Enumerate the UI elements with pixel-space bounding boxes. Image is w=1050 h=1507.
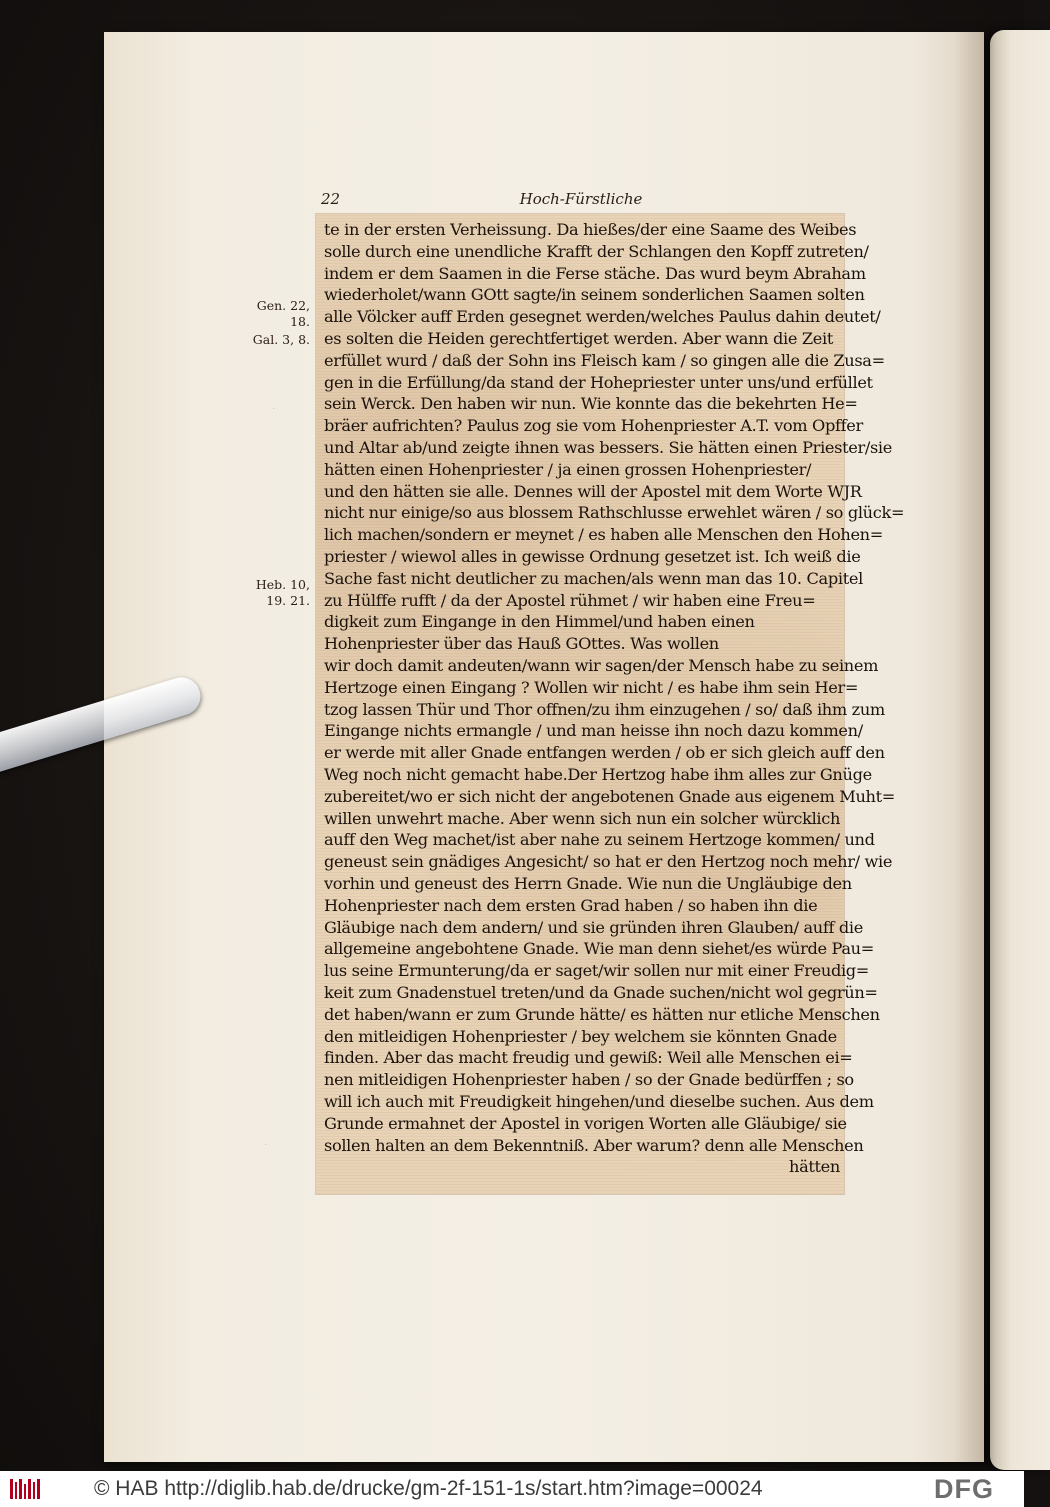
text-line: erfüllet wurd / daß der Sohn ins Fleisch kam / so gingen alle die Zusa=	[324, 350, 885, 370]
printed-text-block	[316, 214, 905, 1194]
text-line: und den hätten sie alle. Dennes will der Apostel mit dem Worte WJR	[324, 481, 862, 501]
facing-page-edge	[990, 30, 1050, 1470]
text-line: nicht nur einige/so aus blossem Rathschlusse erwehlet wären / so glück=	[324, 503, 905, 523]
margin-note-line: Gen. 22,	[256, 298, 310, 313]
text-line: bräer aufrichten? Paulus zog sie vom Hohenpriester A.T. vom Opffer	[324, 416, 863, 436]
running-head-title: Hoch-Fürstliche	[519, 190, 643, 208]
text-line: lus seine Ermunterung/da er saget/wir sollen nur mit einer Freudig=	[324, 961, 870, 981]
text-line: will ich auch mit Freudigkeit hingehen/und dieselbe suchen. Aus dem	[324, 1092, 874, 1111]
margin-note-gal	[240, 332, 310, 348]
hab-logo-icon[interactable]	[8, 1477, 44, 1501]
text-line: Grunde ermahnet der Apostel in vorigen Worten alle Gläubige/ sie	[324, 1113, 847, 1133]
show-through-mark: ·	[272, 402, 276, 415]
text-line: Weg noch nicht gemacht habe.Der Hertzog habe ihm alles zur Gnüge	[324, 765, 872, 784]
text-line: te in der ersten Verheissung. Da hießes/der eine Saame des Weibes	[324, 220, 857, 239]
text-line: Sache fast nicht deutlicher zu machen/als wenn man das 10. Capitel	[324, 568, 863, 588]
text-line: geneust sein gnädiges Angesicht/ so hat er den Hertzog noch mehr/ wie	[324, 852, 893, 872]
text-line: Hohenpriester nach dem ersten Grad haben / so haben ihn die	[324, 895, 818, 915]
margin-note-line: 18.	[290, 314, 310, 329]
text-line: Eingange nichts ermangle / und man heisse ihn noch dazu kommen/	[324, 721, 863, 741]
text-line: sein Werck. Den haben wir nun. Wie konnte das die bekehrten He=	[324, 394, 858, 414]
text-line: hätten einen Hohenpriester / ja einen grossen Hohenpriester/	[324, 459, 812, 479]
text-line: keit zum Gnadenstuel treten/und da Gnade suchen/nicht wol gegrün=	[324, 983, 878, 1002]
text-line: indem er dem Saamen in die Ferse stäche. Das wurd beym Abraham	[324, 263, 866, 283]
text-line: er werde mit aller Gnade entfangen werden / ob er sich gleich auff den	[324, 743, 885, 763]
text-line: wir doch damit andeuten/wann wir sagen/der Mensch habe zu seinem	[324, 656, 879, 675]
text-line: Gläubige nach dem andern/ und sie gründen ihren Glauben/ auff die	[324, 917, 863, 937]
text-line: willen unwehrt mache. Aber wenn sich nun ein solcher würcklich	[324, 808, 841, 828]
text-line: Hohenpriester über das Hauß GOttes. Was wollen	[324, 634, 719, 654]
show-through-mark: ·	[264, 1138, 268, 1151]
footer-bar	[0, 1471, 1024, 1507]
margin-note-line: 19. 21.	[266, 593, 310, 608]
text-line: tzog lassen Thür und Thor offnen/zu ihm einzugehen / so/ daß ihm zum	[324, 699, 885, 719]
text-line: det haben/wann er zum Grunde hätte/ es hätten nur etliche Menschen	[324, 1004, 880, 1024]
text-line: und Altar ab/und zeigte ihnen was bessers. Sie hätten einen Priester/sie	[324, 438, 892, 457]
text-line: sollen halten an dem Bekenntniß. Aber warum? denn alle Menschen	[324, 1135, 864, 1155]
text-line: priester / wiewol alles in gewisse Ordnung gesetzet ist. Ich weiß die	[324, 547, 861, 566]
text-line: zu Hülffe rufft / da der Apostel rühmet / wir haben eine Freu=	[324, 590, 816, 610]
text-line: den mitleidigen Hohenpriester / bey welchem sie könnten Gnade	[324, 1026, 837, 1046]
text-line: allgemeine angebohtene Gnade. Wie man denn siehet/es würde Pau=	[324, 939, 874, 959]
text-line: zubereitet/wo er sich nicht der angebotenen Gnade aus eigenem Muht=	[324, 786, 895, 806]
book-page	[104, 32, 984, 1462]
text-line: digkeit zum Eingange in den Himmel/und haben einen	[324, 612, 755, 632]
copyright-link[interactable]: © HAB http://diglib.hab.de/drucke/gm-2f-151-1s/start.htm?image=00024	[94, 1477, 763, 1500]
text-line: finden. Aber das macht freudig und gewiß: Weil alle Menschen ei=	[324, 1048, 853, 1068]
text-line: es solten die Heiden gerechtfertiget werden. Aber wann die Zeit	[324, 329, 833, 348]
margin-note-heb	[240, 577, 310, 609]
text-line: Hertzoge einen Eingang ? Wollen wir nicht / es habe ihm sein Her=	[324, 677, 859, 697]
text-line: auff den Weg machet/ist aber nahe zu seinem Hertzoge kommen/ und	[324, 830, 875, 850]
margin-note-gen	[240, 298, 310, 330]
catchword: hätten	[789, 1157, 840, 1177]
dfg-logo: DFG	[934, 1474, 994, 1504]
margin-note-line: Gal. 3, 8.	[252, 332, 310, 347]
running-head	[321, 190, 841, 212]
text-line: nen mitleidigen Hohenpriester haben / so der Gnade bedürffen ; so	[324, 1070, 854, 1090]
text-line: wiederholet/wann GOtt sagte/in seinem sonderlichen Saamen solten	[324, 285, 865, 305]
text-line: gen in die Erfüllung/da stand der Hohepriester unter uns/und erfüllet	[324, 372, 873, 392]
text-line: solle durch eine unendliche Krafft der Schlangen den Kopff zutreten/	[324, 241, 869, 261]
page-gutter-shadow	[954, 32, 984, 1462]
text-line: vorhin und geneust des Herrn Gnade. Wie nun die Ungläubige den	[324, 874, 852, 893]
margin-note-line: Heb. 10,	[255, 577, 310, 592]
page-number: 22	[321, 190, 341, 208]
text-line: lich machen/sondern er meynet / es haben alle Menschen den Hohen=	[324, 525, 883, 545]
text-line: alle Völcker auff Erden gesegnet werden/welches Paulus dahin deutet/	[324, 307, 881, 327]
